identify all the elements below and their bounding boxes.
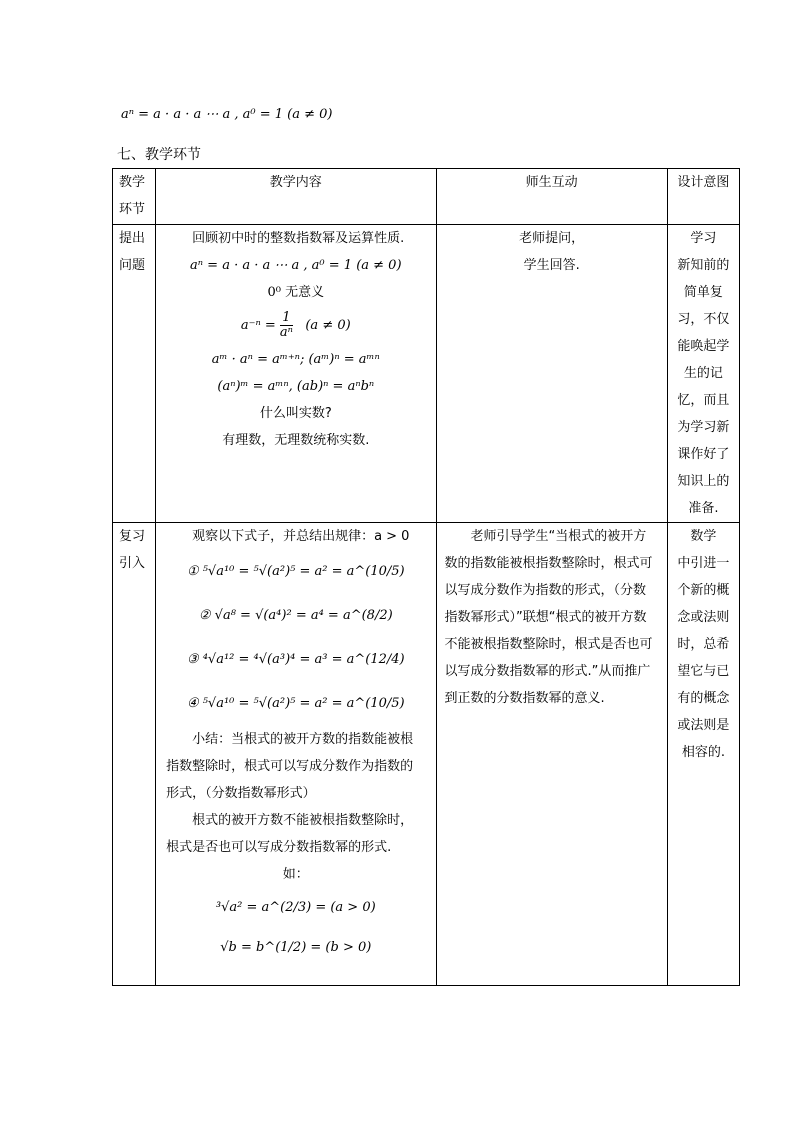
design-line: 习，不仅 xyxy=(677,312,730,327)
stage-cell: 复习引入 xyxy=(113,523,156,986)
design-line: 准备. xyxy=(688,501,719,516)
formula-line: ④ ⁵√a¹⁰ = ⁵√(a²)⁵ = a² = a^(10/5) xyxy=(186,696,405,711)
table-row xyxy=(113,225,740,523)
content-intro: 观察以下式子，并总结出规律：a > 0 xyxy=(192,529,410,544)
design-line: 课作好了 xyxy=(677,447,730,462)
fraction-numerator: 1 xyxy=(280,311,293,326)
design-cell xyxy=(667,523,739,986)
answer-line: 有理数，无理数统称实数. xyxy=(222,433,370,448)
design-line: 为学习新 xyxy=(677,420,730,435)
header-stage: 教学环节 xyxy=(113,169,156,225)
table-header-row xyxy=(113,169,740,225)
header-design: 设计意图 xyxy=(667,169,739,225)
interaction-paragraph: 老师引导学生“当根式的被开方数的指数能被根指数整除时，根式可以写成分数作为指数的形式，（分数指数幂形式）”联想“根式的被开方数不能被根指数整除时，根式是否也可以写成分数指数幂的形式.”从而推广到正数的分数指数幂的意义. xyxy=(444,529,653,706)
summary-paragraph: 根式的被开方数不能被根指数整除时，根式是否也可以写成分数指数幂的形式. xyxy=(166,813,414,855)
formula-line: ① ⁵√a¹⁰ = ⁵√(a²)⁵ = a² = a^(10/5) xyxy=(186,564,405,579)
interaction-line: 老师提问， xyxy=(519,231,585,246)
example-label: 如： xyxy=(282,867,309,882)
design-line: 简单复 xyxy=(683,285,723,300)
design-line: 新知前的 xyxy=(677,258,730,273)
header-interaction: 师生互动 xyxy=(436,169,667,225)
design-line: 个新的概 xyxy=(677,583,730,598)
formula-part: a⁻ⁿ = xyxy=(240,318,276,333)
design-line: 有的概念 xyxy=(677,691,730,706)
design-line: 望它与已 xyxy=(677,664,730,679)
design-line: 忆，而且 xyxy=(677,393,730,408)
formula-line: aⁿ = a · a · a ⋯ a , a⁰ = 1 (a ≠ 0) xyxy=(190,258,402,273)
formula-line: aᵐ · aⁿ = aᵐ⁺ⁿ; (aᵐ)ⁿ = aᵐⁿ xyxy=(211,352,380,367)
formula-line: ② √a⁸ = √(a⁴)² = a⁴ = a^(8/2) xyxy=(198,608,393,623)
design-line: 念或法则 xyxy=(677,610,730,625)
table-row xyxy=(113,523,740,986)
formula-line: (aⁿ)ᵐ = aᵐⁿ, (ab)ⁿ = aⁿbⁿ xyxy=(217,379,375,394)
design-line: 相容的. xyxy=(681,745,725,760)
formula-line: 0⁰ 无意义 xyxy=(267,285,325,300)
design-cell xyxy=(667,225,739,523)
stage-cell: 提出问题 xyxy=(113,225,156,523)
formula-line xyxy=(166,306,425,346)
design-line: 数学 xyxy=(690,529,717,544)
top-formula: aⁿ = a · a · a ⋯ a , a⁰ = 1 (a ≠ 0) xyxy=(121,107,333,122)
header-content: 教学内容 xyxy=(156,169,436,225)
question-line: 什么叫实数? xyxy=(259,406,332,421)
interaction-cell xyxy=(436,225,667,523)
design-line: 生的记 xyxy=(683,366,723,381)
design-line: 知识上的 xyxy=(677,474,730,489)
formula-line: ③ ⁴√a¹² = ⁴√(a³)⁴ = a³ = a^(12/4) xyxy=(186,652,405,667)
summary-paragraph: 小结：当根式的被开方数的指数能被根指数整除时，根式可以写成分数作为指数的形式，（分数指数幂形式） xyxy=(166,732,414,801)
fraction-denominator: aⁿ xyxy=(279,325,293,340)
interaction-cell xyxy=(436,523,667,986)
design-line: 能唤起学 xyxy=(677,339,730,354)
design-line: 时，总希 xyxy=(677,637,730,652)
content-intro: 回顾初中时的整数指数幂及运算性质. xyxy=(192,231,405,246)
formula-part: (a ≠ 0) xyxy=(305,318,351,333)
section-heading: 七、教学环节 xyxy=(117,147,201,163)
content-cell xyxy=(156,225,436,523)
formula-line: √b = b^(1/2) = (b > 0) xyxy=(220,940,372,955)
teaching-steps-table xyxy=(112,168,740,986)
formula-line: ³√a² = a^(2/3) = (a > 0) xyxy=(215,900,376,915)
design-line: 或法则是 xyxy=(677,718,730,733)
fraction xyxy=(280,311,293,340)
interaction-line: 学生回答. xyxy=(523,258,580,273)
design-line: 学习 xyxy=(690,231,717,246)
design-line: 中引进一 xyxy=(677,556,730,571)
content-cell xyxy=(156,523,436,986)
